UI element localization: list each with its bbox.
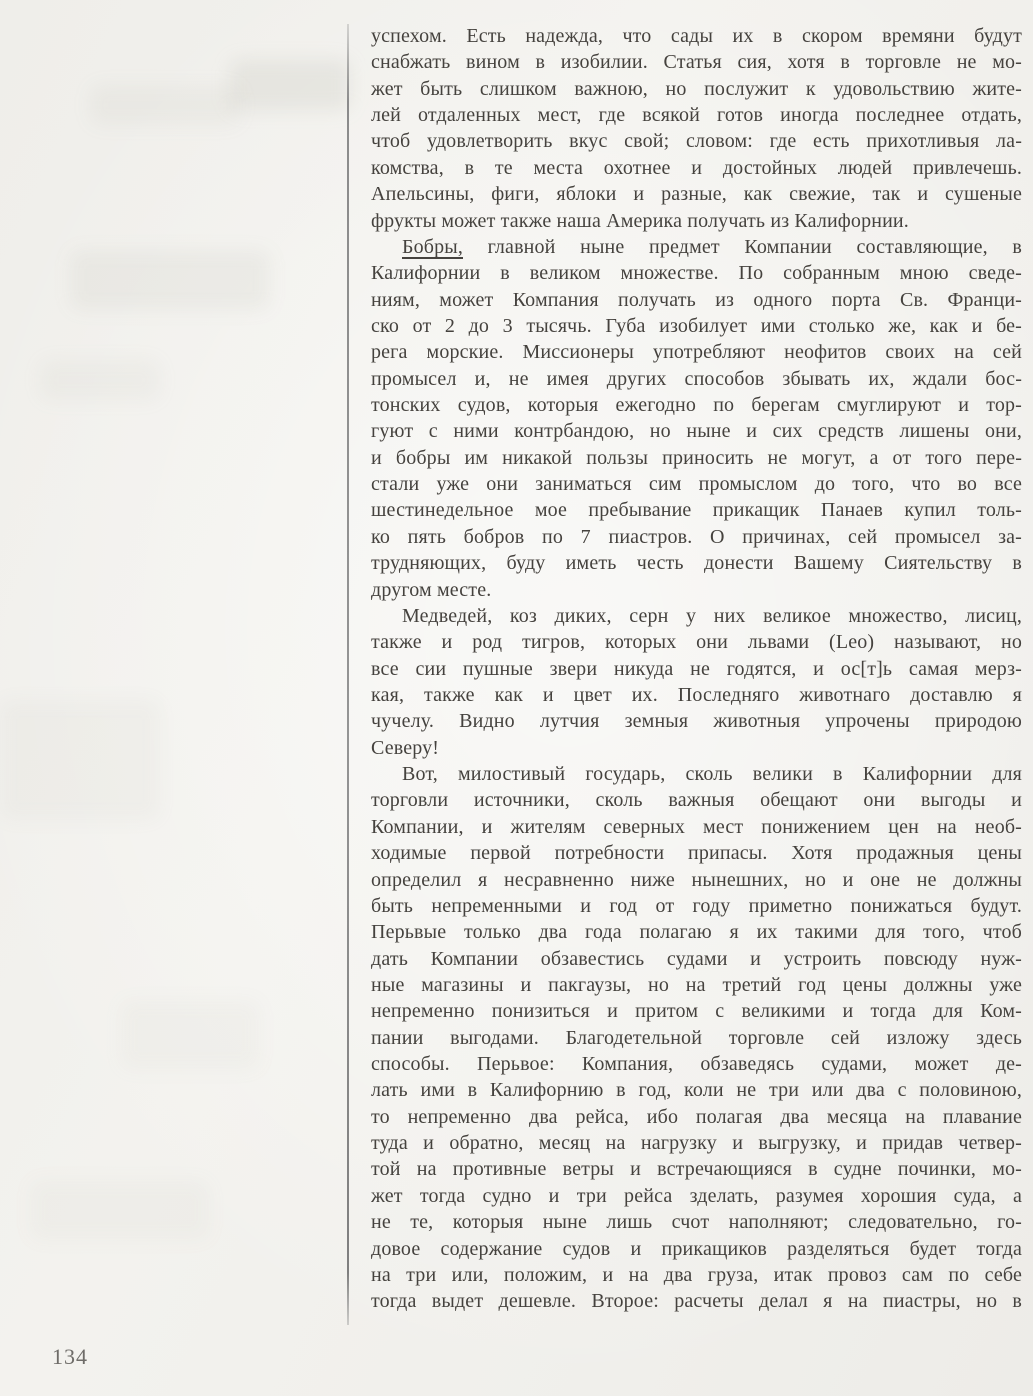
text-line: успехом. Есть надежда, что сады их в скором времяни будут [371,25,1022,47]
paragraph [371,23,1022,234]
page-number: 134 [52,1344,88,1369]
text-line: Вот, милостивый государь, сколь велики в Калифорнии для [402,763,1022,786]
smudge-mark [70,250,270,310]
text-line: промысел и, не имея других способов збывать их, ждали бос- [371,367,1022,390]
text-line: лать ими в Калифорнию в год, коли не три или два с половиною, [371,1079,1022,1102]
text-line: не те, которыя ныне лишь счот наполняют; следовательно, го- [371,1211,1022,1234]
smudge-mark [230,60,350,110]
text-line: жет быть слишком важною, но послужит к удовольствию жите- [371,77,1022,100]
text-line: кая, также как и цвет их. Последняго животнаго доставлю я [371,683,1022,706]
letter-text [371,23,1022,1315]
text-line: рега морские. Миссионеры употребляют неофитов своих на сей [371,341,1022,364]
text-line: Перьвые только два года полагаю я их такими для того, чтоб [371,921,1022,944]
text-line: фрукты может также наша Америка получать из Калифорнии. [371,209,909,232]
text-line: дать Компании обзавестись судами и устроить повсюду нуж- [371,947,1022,970]
smudge-mark [40,360,160,400]
text-line: все сии пушные звери никуда не годятся, и ос[т]ь самая мерз- [371,657,1022,680]
paragraph [371,761,1022,1315]
smudge-mark [120,1000,260,1070]
text-line: ко пять бобров по 7 пиастров. О причинах, сей промысел за- [371,525,1022,548]
text-line: быть непременными и год от году приметно понижаться будут. [371,894,1022,917]
text-line: и бобры им никакой пользы приносить не могут, а от того пере- [371,446,1022,469]
smudge-mark [0,700,160,820]
text-line: туда и обратно, месяц на нагрузку и выгрузку, и придав четвер- [371,1132,1022,1155]
text-line: определил я несравненно ниже нынешних, но и оне не должны [371,868,1022,891]
text-line: тонских судов, которыя ежегодно по берегам смуглируют и тор- [371,394,1022,417]
text-line: довое содержание судов и прикащиков разделяться будет тогда [371,1237,1022,1260]
smudge-mark [90,85,240,125]
smudge-mark [30,1180,210,1240]
text-line: той на противные ветры и встречающияся в судне починки, мо- [371,1158,1022,1181]
text-line: способы. Перьвое: Компания, обзаведясь судами, может де- [371,1053,1022,1076]
text-line: Северу! [371,736,440,759]
paragraph [371,603,1022,761]
text-line: также и род тигров, которых они львами (Leo) называют, но [371,631,1022,654]
text-line: Бобры, главной ныне предмет Компании составляющие, в [402,235,1022,258]
text-line: ниям, может Компания получать из одного порта Св. Франци- [371,288,1022,311]
text-line: Апельсины, фиги, яблоки и разные, как свежие, так и сушеные [371,183,1022,206]
text-line: чтоб удовлетворить вкус свой; словом: где есть прихотливыя ла- [371,130,1022,153]
text-line: трудняющих, буду иметь честь донести Вашему Сиятельству в [371,552,1022,575]
text-line: Калифорнии в великом множестве. По собранным мною сведе- [371,262,1022,285]
text-line: пании выгодами. Благодетельной торговле сей изложу здесь [371,1026,1022,1049]
margin-rule [347,24,349,1325]
text-line: комства, в те места охотнее и достойных людей привлечешь. [371,156,1022,179]
text-line: стали уже они заниматься сим промыслом до того, что во все [371,473,1022,496]
text-line: тогда выдет дешевле. Второе: расчеты делал я на пиастры, но в [371,1290,1022,1313]
text-line: снабжать вином в изобилии. Статья сия, хотя в торговле не мо- [371,51,1022,74]
text-line: жет тогда судно и три рейса зделать, разумея хорошия суда, а [371,1184,1022,1207]
text-line: гуют с ними контрбандою, но ныне и сих средств лишены они, [371,420,1022,443]
text-line: ско от 2 до 3 тысячь. Губа изобилует ими столько же, как и бе- [371,314,1022,337]
text-line: Компании, и жителям северных мест понижением цен на необ- [371,815,1022,838]
text-line: другом месте. [371,578,492,601]
text-line: то непременно два рейса, ибо полагая два месяца на плавание [371,1105,1022,1128]
text-line: Медведей, коз диких, серн у них великое множество, лисиц, [402,604,1022,627]
text-line: шестинедельное мое пребывание прикащик Панаев купил толь- [371,499,1022,522]
paragraph [371,234,1022,603]
underlined-word: Бобры, [402,235,463,258]
text-line: лей отдаленных мест, где всякой готов иногда последнее отдать, [371,104,1022,127]
text-line: ходимые первой потребности припасы. Хотя продажныя цены [371,842,1022,865]
text-line: ные магазины и пакгаузы, но на третий год цены должны уже [371,973,1022,996]
text-line: непременно понизиться и притом с великими и тогда для Ком- [371,1000,1022,1023]
text-line: чучелу. Видно лутчия земныя животныя упрочены природою [371,710,1022,733]
text-line: торговли источники, сколь важныя обещают они выгоды и [371,789,1022,812]
text-line: на три или, положим, и на два груза, итак провоз сам по себе [371,1263,1022,1286]
